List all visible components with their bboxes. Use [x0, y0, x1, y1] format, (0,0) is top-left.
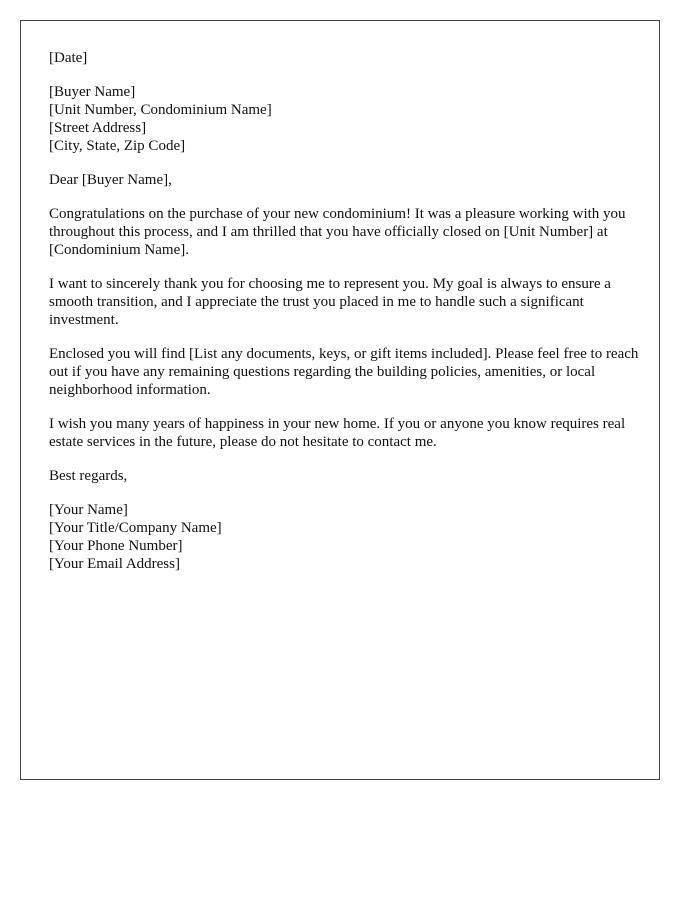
- paragraph-wishes: I wish you many years of happiness in your new home. If you or anyone you know requires real estate services in the future, please do not hesitate to contact me.: [49, 416, 626, 450]
- date-block: [49, 49, 639, 67]
- salutation: Dear [Buyer Name],: [49, 172, 172, 188]
- paragraph-congratulations: Congratulations on the purchase of your new condominium! It was a pleasure working with you throughout this process, and I am thrilled that you have officially closed on [Unit Number] at [Condominium Name].: [49, 206, 626, 258]
- recipient-unit: [Unit Number, Condominium Name]: [49, 102, 272, 118]
- paragraph-enclosures: Enclosed you will find [List any documents, keys, or gift items included]. Please feel free to reach out if you have any remaining questions regarding the building policies, amenities, or local neighborhood information.: [49, 346, 639, 398]
- signature-name: [Your Name]: [49, 502, 128, 518]
- letter-date: [Date]: [49, 50, 88, 66]
- letter-body: [49, 49, 639, 589]
- letter-page: [20, 20, 660, 780]
- signature-block: [49, 501, 639, 573]
- closing: Best regards,: [49, 468, 128, 484]
- signature-phone: [Your Phone Number]: [49, 538, 183, 554]
- paragraph-thanks: I want to sincerely thank you for choosing me to represent you. My goal is always to ensure a smooth transition, and I appreciate the trust you placed in me to handle such a significant investment.: [49, 276, 611, 328]
- recipient-name: [Buyer Name]: [49, 84, 136, 100]
- recipient-street: [Street Address]: [49, 120, 147, 136]
- signature-email: [Your Email Address]: [49, 556, 180, 572]
- recipient-city: [City, State, Zip Code]: [49, 138, 186, 154]
- recipient-address: [49, 83, 639, 155]
- signature-title: [Your Title/Company Name]: [49, 520, 222, 536]
